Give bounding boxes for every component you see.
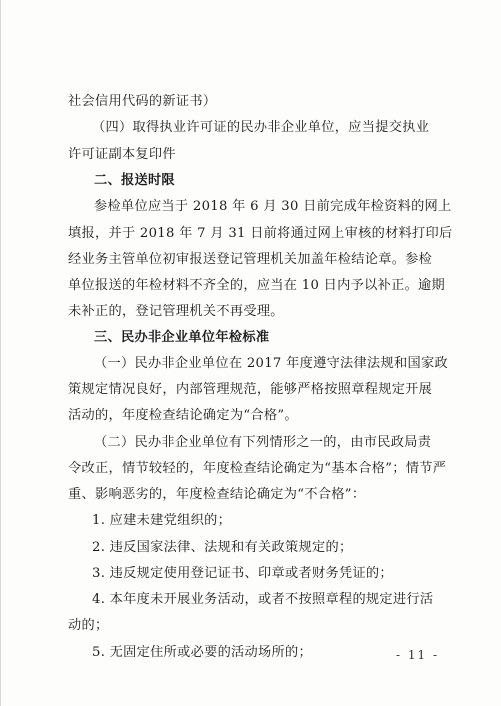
text-line: 单位报送的年检材料不齐全的，应当在 10 日内予以补正。逾期: [68, 278, 446, 293]
text-line: （一）民办非企业单位在 2017 年度遵守法律法规和国家政: [94, 356, 448, 371]
text-line: 未补正的，登记管理机关不再受理。: [68, 304, 284, 319]
text-line: 填报，并于 2018 年 7 月 31 日前将通过网上审核的材料打印后: [68, 226, 453, 241]
page-edge: [0, 0, 1, 706]
text-line: 参检单位应当于 2018 年 6 月 30 日前完成年检资料的网上: [94, 199, 452, 214]
section-heading: 三、民办非企业单位年检标准: [94, 330, 270, 345]
list-item: 5. 无固定住所或必要的活动场所的；: [92, 645, 312, 660]
text-line: 经业务主管单位初审报送登记管理机关加盖年检结论章。参检: [68, 252, 433, 267]
text-line: 活动的，年度检查结论确定为“合格”。: [68, 408, 298, 423]
text-line: 令改正，情节较轻的，年度检查结论确定为“基本合格”；情节严: [68, 461, 447, 476]
text-line: 许可证副本复印件: [68, 147, 176, 162]
list-item: 1. 应建未建党组织的；: [92, 513, 232, 528]
list-item: 3. 违反规定使用登记证书、印章或者财务凭证的；: [92, 566, 393, 581]
section-heading: 二、报送时限: [94, 173, 175, 188]
text-line: 动的；: [68, 618, 109, 633]
list-item: 2. 违反国家法律、法规和有关政策规定的；: [92, 540, 353, 555]
text-line: 策规定情况良好，内部管理规范，能够严格按照章程规定开展: [68, 382, 433, 397]
list-item: 4. 本年度未开展业务活动，或者不按照章程的规定进行活: [92, 592, 434, 607]
text-line: 社会信用代码的新证书）: [68, 94, 217, 109]
text-line: （四）取得执业许可证的民办非企业单位，应当提交执业: [92, 120, 430, 135]
text-line: （二）民办非企业单位有下列情形之一的，由市民政局责: [94, 435, 432, 450]
text-line: 重、影响恶劣的，年度检查结论确定为“不合格”：: [68, 487, 366, 502]
page-number: - 11 -: [396, 648, 440, 662]
